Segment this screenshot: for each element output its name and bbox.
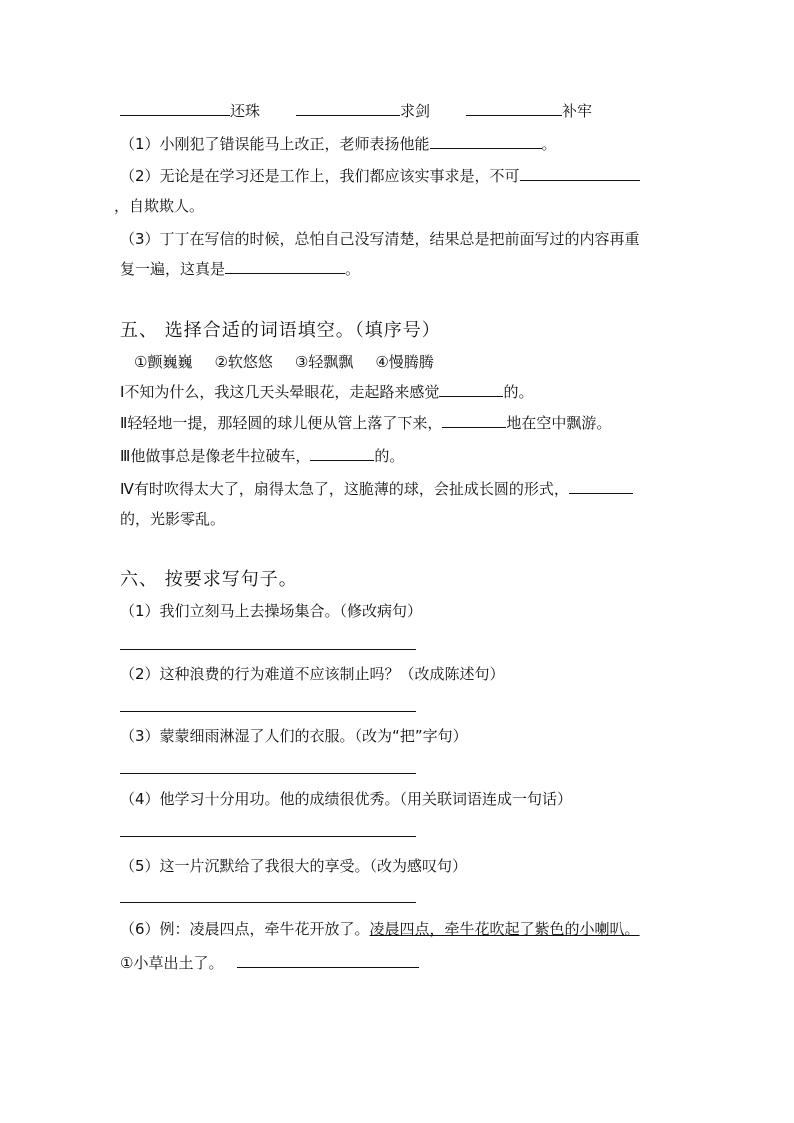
s5-s1-blank[interactable] — [439, 382, 503, 397]
s4-question-2 — [120, 166, 640, 186]
s6-q6-sub-text: ①小草出土了。 — [120, 954, 224, 972]
s6-question-5: （5）这一片沉默给了我很大的享受。（改为感叹句） — [120, 857, 468, 875]
s5-s2-end: 地在空中飘游。 — [506, 414, 612, 432]
s6-q6-example: 凌晨四点，牵牛花吹起了紫色的小喇叭。 — [369, 920, 640, 938]
s6-q6-prefix: （6）例：凌晨四点，牵牛花开放了。 — [120, 920, 370, 938]
s5-s1-text: Ⅰ不知为什么，我这几天头晕眼花，走起路来感觉 — [120, 383, 440, 401]
s5-options — [134, 352, 434, 372]
idiom-word-2: 求剑 — [400, 102, 431, 120]
s5-s3-blank[interactable] — [310, 446, 374, 461]
s5-s3-end: 的。 — [374, 447, 405, 465]
s4-question-1 — [120, 134, 557, 154]
s5-sentence-2 — [120, 413, 611, 433]
s5-s1-end: 的。 — [503, 383, 534, 401]
s6-answer-line-3[interactable] — [120, 773, 416, 774]
s6-answer-line-4[interactable] — [120, 836, 416, 837]
s5-option-2: ②软悠悠 — [214, 353, 273, 371]
s5-sentence-1 — [120, 382, 533, 402]
s6-q6-sub-blank[interactable] — [237, 953, 419, 968]
s4-q3-blank[interactable] — [225, 259, 345, 274]
idiom-word-1: 还珠 — [230, 102, 261, 120]
s6-question-6 — [120, 919, 640, 939]
s6-answer-line-5[interactable] — [120, 902, 416, 903]
s5-sentence-4-cont: 的，光影零乱。 — [120, 510, 226, 528]
s5-s3-text: Ⅲ他做事总是像老牛拉破车， — [120, 447, 311, 465]
s4-q1-end: 。 — [541, 135, 557, 153]
idiom-blank-3[interactable] — [466, 101, 562, 116]
s6-question-4: （4）他学习十分用功。他的成绩很优秀。（用关联词语连成一句话） — [120, 790, 573, 808]
s5-s2-blank[interactable] — [442, 413, 506, 428]
s6-question-2: （2）这种浪费的行为难道不应该制止吗？（改成陈述句） — [120, 665, 505, 683]
idiom-blank-2[interactable] — [296, 101, 400, 116]
s6-question-6-sub — [120, 953, 419, 973]
s5-sentence-4 — [120, 479, 633, 499]
s4-q1-text: （1）小刚犯了错误能马上改正，老师表扬他能 — [120, 135, 430, 153]
s6-answer-line-2[interactable] — [120, 711, 416, 712]
s4-q3-end: 。 — [345, 260, 361, 278]
idiom-blank-1[interactable] — [120, 101, 230, 116]
s5-s4-text: Ⅳ有时吹得太大了，扇得太急了，这脆薄的球，会扯成长圆的形式， — [120, 480, 569, 498]
s5-option-1: ①颤巍巍 — [134, 353, 193, 371]
s5-s4-blank[interactable] — [569, 479, 633, 494]
idiom-row — [120, 101, 592, 121]
s5-option-3: ③轻飘飘 — [294, 353, 354, 371]
s6-question-1: （1）我们立刻马上去操场集合。（修改病句） — [120, 602, 423, 620]
s4-question-2-cont: ，自欺欺人。 — [114, 197, 205, 215]
s5-s2-text: Ⅱ轻轻地一提，那轻圆的球儿便从管上落了下来， — [120, 414, 443, 432]
s5-sentence-3 — [120, 446, 404, 466]
idiom-word-3: 补牢 — [562, 102, 593, 120]
section-5-title: 五、 选择合适的词语填空。（填序号） — [120, 320, 441, 341]
s4-q3-cont-text: 复一遍，这真是 — [120, 260, 226, 278]
s4-q2-text: （2）无论是在学习还是工作上，我们都应该实事求是，不可 — [120, 167, 520, 185]
s6-question-3: （3）蒙蒙细雨淋湿了人们的衣服。（改为“把”字句） — [120, 727, 468, 745]
s5-option-4: ④慢腾腾 — [375, 353, 434, 371]
s4-question-3: （3）丁丁在写信的时候，总怕自己没写清楚，结果总是把前面写过的内容再重 — [120, 230, 640, 248]
s4-q2-blank[interactable] — [520, 166, 640, 181]
s6-answer-line-1[interactable] — [120, 649, 416, 650]
section-6-title: 六、 按要求写句子。 — [120, 569, 298, 590]
s4-question-3-cont — [120, 259, 360, 279]
s4-q1-blank[interactable] — [430, 134, 542, 149]
